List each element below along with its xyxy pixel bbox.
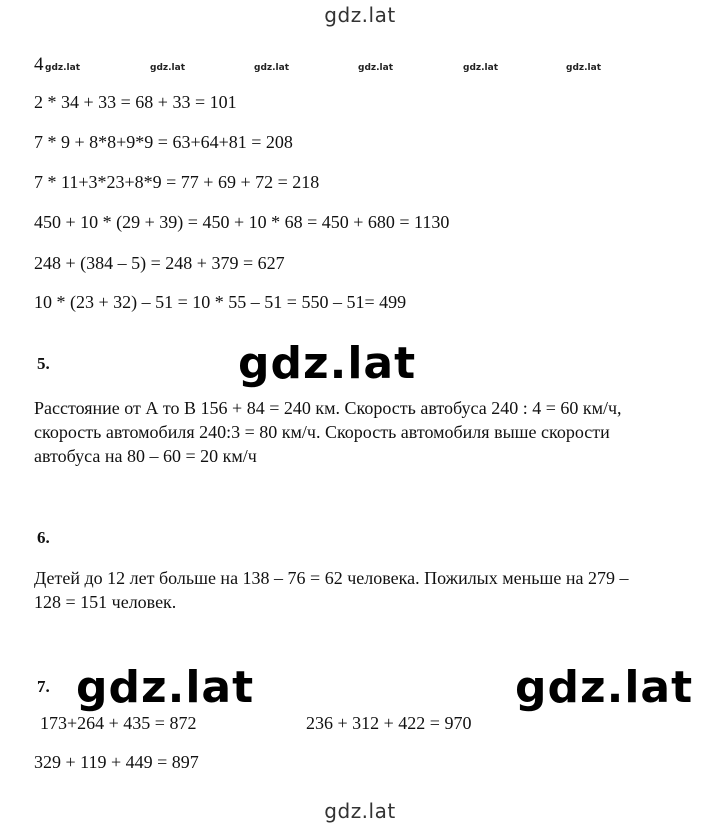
watermark-small-2: gdz.lat: [150, 63, 186, 73]
task-4-line-4: 450 + 10 * (29 + 39) = 450 + 10 * 68 = 450 + 680 = 1130: [34, 212, 450, 232]
task-7-line-2: 329 + 119 + 449 = 897: [34, 752, 199, 772]
task-6-text: [34, 566, 628, 614]
task-5-line-2: скорость автомобиля 240:3 = 80 км/ч. Скорость автомобиля выше скорости: [34, 422, 610, 442]
watermark-big-1: gdz.lat: [238, 338, 417, 389]
watermark-big-3: gdz.lat: [515, 662, 694, 713]
task-5-text: [34, 396, 622, 468]
watermark-small-5: gdz.lat: [463, 63, 499, 73]
watermark-bottom: gdz.lat: [324, 799, 396, 823]
watermark-small-1: gdz.lat: [45, 63, 81, 73]
watermark-small-4: gdz.lat: [358, 63, 394, 73]
task-6-number: 6.: [37, 528, 50, 547]
watermark-small-6: gdz.lat: [566, 63, 602, 73]
task-7-line-1-right: 236 + 312 + 422 = 970: [306, 713, 472, 733]
task-4-line-6: 10 * (23 + 32) – 51 = 10 * 55 – 51 = 550 – 51= 499: [34, 292, 407, 312]
task-7-line-1-left: 173+264 + 435 = 872: [40, 713, 197, 733]
watermark-small-3: gdz.lat: [254, 63, 290, 73]
task-4-line-5: 248 + (384 – 5) = 248 + 379 = 627: [34, 253, 285, 273]
task-5-number: 5.: [37, 354, 50, 373]
task-7-number: 7.: [37, 677, 50, 696]
task-4-number: 4: [34, 54, 44, 75]
watermark-big-2: gdz.lat: [76, 662, 255, 713]
task-5-line-1: Расстояние от А то В 156 + 84 = 240 км. Скорость автобуса 240 : 4 = 60 км/ч,: [34, 398, 622, 418]
task-6-line-1: Детей до 12 лет больше на 138 – 76 = 62 человека. Пожилых меньше на 279 –: [34, 568, 629, 588]
task-4-line-2: 7 * 9 + 8*8+9*9 = 63+64+81 = 208: [34, 132, 293, 152]
watermark-top: gdz.lat: [324, 3, 396, 27]
task-5-line-3: автобуса на 80 – 60 = 20 км/ч: [34, 446, 257, 466]
task-4-line-1: 2 * 34 + 33 = 68 + 33 = 101: [34, 92, 237, 112]
task-6-line-2: 128 = 151 человек.: [34, 592, 177, 612]
task-4-line-3: 7 * 11+3*23+8*9 = 77 + 69 + 72 = 218: [34, 172, 320, 192]
